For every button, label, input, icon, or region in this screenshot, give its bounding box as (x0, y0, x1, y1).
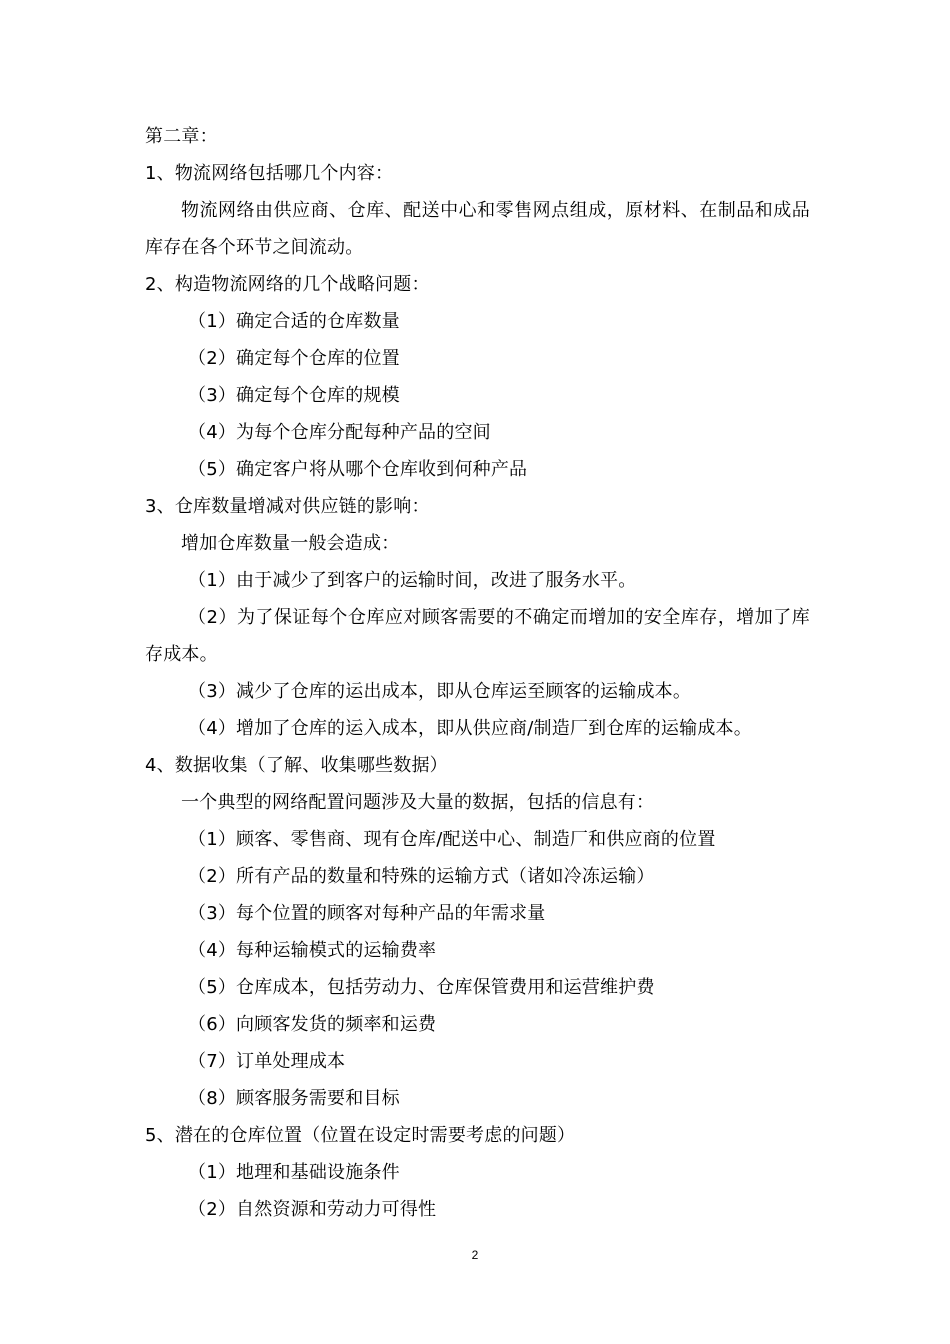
section-heading: 1、物流网络包括哪几个内容： (145, 163, 394, 184)
list-item: （8）顾客服务需要和目标 (188, 1088, 400, 1109)
list-item: （4）为每个仓库分配每种产品的空间 (188, 422, 491, 443)
list-item: （3）减少了仓库的运出成本，即从仓库运至顾客的运输成本。 (188, 681, 692, 702)
list-item: （2）所有产品的数量和特殊的运输方式（诸如冷冻运输） (188, 866, 655, 887)
list-item: （2）自然资源和劳动力可得性 (188, 1199, 437, 1220)
section-paragraph: 物流网络由供应商、仓库、配送中心和零售网点组成，原材料、在制品和成品库存在各个环节之间流动。 (145, 200, 810, 258)
section-heading: 4、数据收集（了解、收集哪些数据） (145, 755, 448, 776)
section-intro: 增加仓库数量一般会造成： (181, 533, 400, 554)
chapter-title: 第二章： (145, 126, 218, 147)
list-item: （3）每个位置的顾客对每种产品的年需求量 (188, 903, 546, 924)
section-heading: 5、潜在的仓库位置（位置在设定时需要考虑的问题） (145, 1125, 576, 1146)
list-item: （1）确定合适的仓库数量 (188, 311, 400, 332)
list-item: （1）由于减少了到客户的运输时间，改进了服务水平。 (188, 570, 637, 591)
list-item: （2）确定每个仓库的位置 (188, 348, 400, 369)
list-item: （7）订单处理成本 (188, 1051, 346, 1072)
document-body (145, 118, 810, 1228)
list-item: （2）为了保证每个仓库应对顾客需要的不确定而增加的安全库存，增加了库存成本。 (145, 607, 810, 665)
section-heading: 2、构造物流网络的几个战略问题： (145, 274, 430, 295)
list-item: （6）向顾客发货的频率和运费 (188, 1014, 437, 1035)
section-heading: 3、仓库数量增减对供应链的影响： (145, 496, 430, 517)
list-item: （1）顾客、零售商、现有仓库/配送中心、制造厂和供应商的位置 (188, 829, 716, 850)
list-item: （1）地理和基础设施条件 (188, 1162, 400, 1183)
list-item: （4）增加了仓库的运入成本，即从供应商/制造厂到仓库的运输成本。 (188, 718, 752, 739)
list-item: （3）确定每个仓库的规模 (188, 385, 400, 406)
section-intro: 一个典型的网络配置问题涉及大量的数据，包括的信息有： (181, 792, 655, 813)
page-number: 2 (471, 1248, 479, 1262)
list-item: （5）确定客户将从哪个仓库收到何种产品 (188, 459, 528, 480)
list-item: （4）每种运输模式的运输费率 (188, 940, 437, 961)
list-item: （5）仓库成本，包括劳动力、仓库保管费用和运营维护费 (188, 977, 655, 998)
